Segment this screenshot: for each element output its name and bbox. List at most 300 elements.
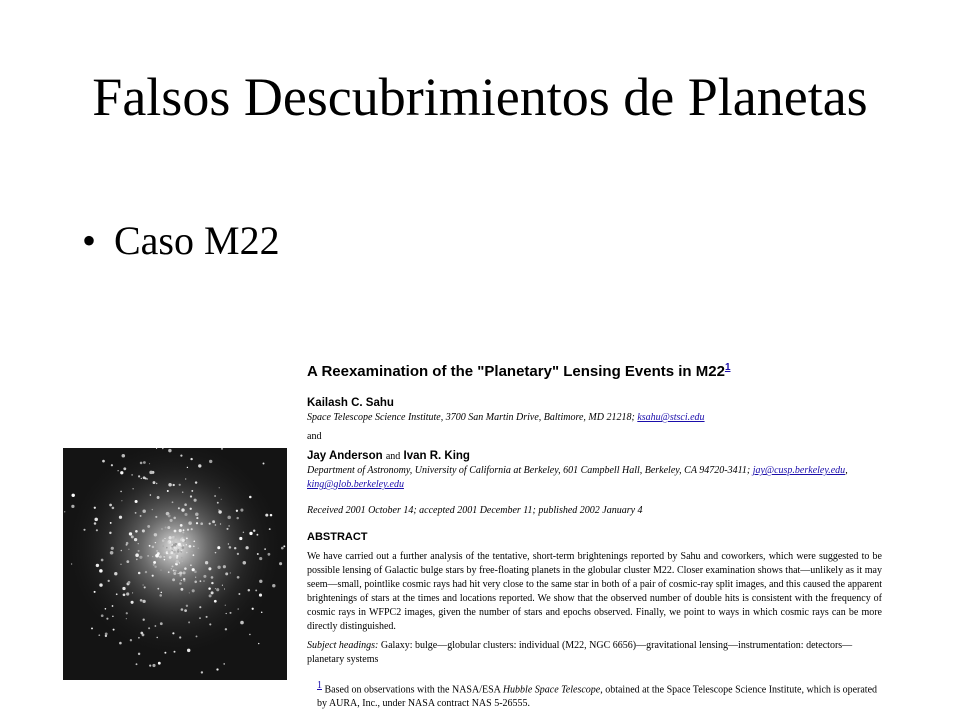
bullet-item [82, 216, 280, 266]
star-dot [163, 552, 164, 553]
affiliation-stsci [307, 411, 882, 425]
star-dot [108, 580, 110, 582]
star-dot [177, 551, 179, 553]
star-dot [174, 530, 177, 533]
star-dot [259, 580, 262, 583]
star-dot [183, 529, 185, 531]
star-dot [163, 556, 165, 558]
star-dot [194, 581, 197, 584]
star-dot [168, 514, 171, 517]
star-dot [160, 569, 161, 570]
star-dot [120, 564, 121, 565]
star-dot [152, 546, 155, 549]
star-dot [211, 591, 214, 594]
star-dot [109, 532, 111, 534]
star-dot [181, 551, 182, 552]
star-dot [128, 549, 129, 550]
star-dot [182, 561, 183, 562]
star-dot [237, 553, 239, 555]
star-dot [94, 591, 96, 593]
star-dot [101, 559, 104, 562]
star-dot [184, 567, 187, 570]
star-dot [179, 571, 182, 574]
star-dot [126, 560, 129, 563]
star-dot [227, 516, 231, 520]
star-dot [118, 470, 119, 471]
star-dot [218, 509, 219, 510]
star-dot [120, 471, 123, 474]
star-dot [148, 627, 150, 629]
star-dot [268, 553, 271, 556]
star-dot [186, 544, 187, 545]
star-dot [143, 461, 146, 464]
star-dot [269, 528, 271, 530]
star-dot [112, 605, 114, 607]
and-separator: and [307, 431, 322, 442]
star-dot [217, 546, 220, 549]
star-dot [154, 566, 156, 568]
star-dot [147, 525, 150, 528]
star-dot [168, 551, 171, 554]
star-dot [186, 605, 188, 607]
star-dot [134, 538, 137, 541]
star-dot [186, 552, 187, 553]
star-dot [112, 507, 115, 510]
star-dot [186, 538, 188, 540]
star-dot [165, 527, 167, 529]
star-dot [149, 471, 153, 475]
author-anderson: Jay Anderson [307, 450, 383, 462]
star-dot [224, 588, 225, 589]
star-dot [161, 528, 163, 530]
star-dot [237, 608, 239, 610]
star-dot [155, 542, 156, 543]
star-dot [171, 568, 173, 570]
email-link-sahu[interactable]: ksahu@stsci.edu [637, 412, 705, 423]
star-dot [149, 545, 151, 547]
star-dot [164, 538, 165, 539]
star-dot [226, 613, 227, 614]
authors-anderson-king [307, 449, 882, 464]
star-dot [169, 556, 172, 559]
star-dot [259, 557, 262, 560]
star-dot [155, 554, 159, 558]
star-dot [238, 593, 240, 595]
star-dot [96, 529, 98, 531]
star-dot [156, 637, 157, 638]
bullet-text: Caso M22 [114, 218, 280, 263]
star-dot [131, 535, 134, 538]
star-dot [126, 612, 128, 614]
star-dot [272, 584, 275, 587]
star-dot [149, 463, 150, 464]
star-dot [194, 499, 197, 502]
star-dot [208, 567, 211, 570]
star-dot [170, 551, 173, 554]
star-dot [110, 551, 114, 555]
star-dot [121, 550, 123, 552]
star-dot [217, 566, 220, 569]
star-dot [179, 582, 182, 585]
star-dot [112, 616, 113, 617]
star-dot [257, 553, 259, 555]
star-dot [173, 569, 175, 571]
star-dot [136, 559, 138, 561]
paper-title-text: A Reexamination of the "Planetary" Lensing Events in M22 [307, 363, 725, 380]
star-dot [197, 547, 199, 549]
star-dot [164, 559, 166, 561]
star-dot [126, 592, 129, 595]
star-dot [161, 592, 163, 594]
star-dot [176, 557, 178, 559]
star-dot [223, 663, 225, 665]
star-dot [265, 514, 268, 517]
star-dot [119, 642, 122, 645]
star-dot [126, 618, 127, 619]
star-dot [174, 566, 178, 570]
star-dot [181, 550, 182, 551]
star-dot [199, 617, 201, 619]
star-dot [259, 594, 262, 597]
star-dot [261, 611, 263, 613]
author-sahu: Kailash C. Sahu [307, 397, 394, 409]
paper-title [307, 356, 882, 382]
star-dot [189, 545, 192, 548]
star-dot [253, 529, 255, 531]
star-dot [258, 643, 259, 644]
star-dot [215, 552, 217, 554]
star-dot [193, 545, 195, 547]
star-dot [220, 523, 221, 524]
star-dot [111, 464, 113, 466]
star-dot [179, 484, 181, 486]
footnote-text-pre: Based on observations with the NASA/ESA [324, 684, 503, 696]
star-dot [159, 555, 162, 558]
star-dot [170, 519, 173, 522]
footnote [307, 679, 882, 711]
star-dot [138, 653, 140, 655]
star-dot [216, 588, 219, 591]
star-dot [114, 572, 117, 575]
globular-cluster-image [63, 448, 287, 680]
star-dot [209, 460, 212, 463]
star-dot [168, 449, 171, 452]
star-dot [193, 540, 195, 542]
title-footnote-link[interactable]: 1 [724, 362, 731, 373]
star-dot [96, 564, 99, 567]
star-dot [71, 505, 74, 508]
star-dot [263, 463, 265, 465]
star-dot [179, 563, 180, 564]
star-dot [102, 460, 105, 463]
star-dot [219, 487, 220, 488]
star-dot [218, 510, 221, 513]
star-dot [184, 609, 187, 612]
star-dot [249, 532, 252, 535]
star-dot [189, 592, 190, 593]
star-dot [157, 496, 160, 499]
star-dot [140, 599, 143, 602]
star-dot [236, 517, 238, 519]
star-dot [221, 499, 222, 500]
star-dot [190, 508, 192, 510]
star-dot [143, 476, 146, 479]
star-dot [183, 578, 185, 580]
star-dot [183, 545, 184, 546]
star-dot [131, 601, 134, 604]
star-dot [190, 522, 191, 523]
star-dot [281, 547, 284, 550]
star-dot [131, 474, 133, 476]
star-dot [126, 544, 128, 546]
star-dot [180, 588, 183, 591]
star-field-graphic [63, 448, 287, 680]
star-dot [138, 572, 141, 575]
star-dot [149, 665, 151, 667]
star-dot [264, 548, 266, 550]
star-dot [135, 500, 138, 503]
footnote-text-post: , obtained at the Space Telescope Science Institute, which is operated by AURA, Inc., under NASA contract NAS 5-26555. [317, 684, 878, 710]
star-dot [169, 542, 171, 544]
star-dot [152, 575, 154, 577]
paper-excerpt [307, 356, 882, 711]
footnote-text-italic: Hubble Space Telescope [502, 684, 601, 696]
star-dot [182, 531, 184, 533]
star-dot [229, 546, 232, 549]
abstract-text: We have carried out a further analysis of the tentative, short-term brightenings reported by Sahu and coworkers, which were suggested to be possible lensing of Galactic bulge stars by free-floating planets in the globular cluster M22. Closer examination shows that—unlikely as it may seem—small, pointlike cosmic rays had hit very close to the same star in both of a pair of cosmic-ray split images, and this caused the apparent brightenings of stars at the times and locations reported. We show that the observed number of double hits is consistent with the frequency of cosmic rays in WFPC2 images, given the number of stars and epochs observed. Finally, we point to ways in which cosmic rays can be more directly distinguished. [307, 551, 882, 632]
star-dot [191, 528, 193, 530]
star-dot [122, 454, 126, 458]
star-dot [243, 561, 247, 565]
star-dot [105, 608, 107, 610]
star-dot [183, 571, 186, 574]
star-dot [270, 514, 273, 517]
star-dot [209, 594, 212, 597]
star-dot [155, 516, 157, 518]
star-dot [192, 568, 195, 571]
affiliation-stsci-text: Space Telescope Science Institute, 3700 San Martin Drive, Baltimore, MD 21218; [307, 412, 635, 423]
star-dot [211, 582, 213, 584]
star-dot [173, 484, 175, 486]
star-dot [181, 557, 182, 558]
star-dot [178, 507, 180, 509]
star-dot [168, 483, 172, 487]
email-link-anderson[interactable]: jay@cusp.berkeley.edu [752, 465, 846, 476]
star-dot [143, 619, 145, 621]
star-dot [140, 515, 142, 517]
star-dot [240, 621, 244, 625]
star-dot [169, 536, 172, 539]
star-dot [196, 517, 198, 519]
subject-headings-text: Galaxy: bulge—globular clusters: individual (M22, NGC 6656)—gravitational lensing—instrumentation: detectors—planetary systems [307, 640, 853, 665]
star-dot [200, 580, 202, 582]
star-dot [226, 528, 228, 530]
star-dot [71, 494, 74, 497]
and-inline: and [385, 451, 401, 462]
star-dot [249, 634, 250, 635]
star-dot [182, 546, 185, 549]
star-dot [180, 455, 182, 457]
affiliation-berkeley-text: Department of Astronomy, University of California at Berkeley, 601 Campbell Hall, Berkeley, CA 94720-3411; [307, 465, 751, 476]
star-dot [105, 635, 107, 637]
star-dot [214, 495, 216, 497]
star-dot [153, 481, 156, 484]
star-dot [164, 555, 165, 556]
star-dot [223, 565, 226, 568]
star-dot [132, 592, 133, 593]
star-dot [190, 495, 192, 497]
star-dot [206, 616, 208, 618]
star-dot [225, 605, 226, 606]
star-dot [239, 537, 242, 540]
bullet-dot-icon: • [82, 218, 97, 263]
star-dot [184, 513, 187, 516]
star-dot [157, 588, 159, 590]
star-dot [138, 637, 140, 639]
star-dot [181, 608, 184, 611]
subject-headings [307, 639, 882, 667]
star-dot [122, 587, 125, 590]
star-dot [184, 503, 187, 506]
star-dot [123, 593, 126, 596]
star-dot [179, 636, 181, 638]
star-dot [142, 600, 145, 603]
star-dot [139, 556, 142, 559]
star-dot [173, 546, 175, 548]
star-dot [173, 517, 176, 520]
star-dot [192, 551, 193, 552]
star-dot [217, 502, 219, 504]
star-dot [136, 663, 138, 665]
star-dot [135, 512, 137, 514]
star-dot [237, 576, 240, 579]
star-dot [110, 522, 112, 524]
star-dot [194, 570, 197, 573]
star-dot [152, 664, 155, 667]
star-dot [234, 547, 236, 549]
footnote-marker-link[interactable]: 1 [317, 680, 322, 691]
star-dot [166, 547, 168, 549]
star-dot [215, 524, 217, 526]
star-dot [279, 562, 282, 565]
star-dot [152, 509, 153, 510]
star-dot [208, 587, 211, 590]
email-link-king[interactable]: king@glob.berkeley.edu [307, 479, 404, 490]
star-dot [171, 558, 173, 560]
star-dot [211, 576, 214, 579]
star-dot [167, 490, 169, 492]
star-dot [252, 608, 254, 610]
star-dot [153, 564, 155, 566]
star-dot [196, 522, 198, 524]
star-dot [190, 564, 192, 566]
star-dot [128, 581, 131, 584]
star-dot [205, 561, 208, 564]
star-dot [175, 570, 177, 572]
star-dot [198, 464, 201, 467]
star-dot [150, 494, 152, 496]
star-dot [188, 621, 190, 623]
star-dot [94, 507, 96, 509]
star-dot [222, 585, 223, 586]
star-dot [132, 488, 133, 489]
star-dot [173, 543, 176, 546]
star-dot [162, 545, 164, 547]
star-dot [236, 510, 238, 512]
star-dot [152, 556, 153, 557]
star-dot [158, 662, 161, 665]
star-dot [173, 551, 176, 554]
star-dot [181, 580, 182, 581]
star-dot [121, 500, 122, 501]
star-dot [174, 651, 176, 653]
publication-dates: Received 2001 October 14; accepted 2001 December 11; published 2002 January 4 [307, 505, 643, 516]
star-dot [172, 578, 175, 581]
star-dot [215, 588, 216, 589]
star-dot [256, 534, 258, 536]
star-dot [200, 522, 203, 525]
star-dot [168, 571, 170, 573]
star-dot [172, 501, 174, 503]
star-dot [101, 614, 104, 617]
star-dot [154, 533, 157, 536]
star-dot [173, 572, 176, 575]
star-dot [64, 511, 65, 512]
star-dot [191, 490, 193, 492]
star-dot [212, 520, 215, 523]
star-dot [203, 575, 206, 578]
star-dot [214, 600, 217, 603]
star-dot [99, 569, 103, 573]
star-dot [153, 561, 156, 564]
author-king: Ivan R. King [403, 450, 470, 462]
star-dot [119, 516, 122, 519]
star-dot [182, 491, 184, 493]
star-dot [138, 475, 140, 477]
star-dot [195, 481, 197, 483]
subject-headings-label: Subject headings: [307, 640, 379, 651]
star-dot [174, 537, 176, 539]
star-dot [225, 572, 228, 575]
star-dot [245, 546, 248, 549]
star-dot [172, 632, 174, 634]
star-dot [195, 577, 196, 578]
star-dot [228, 525, 229, 526]
star-dot [140, 462, 143, 465]
star-dot [160, 622, 163, 625]
star-dot [182, 539, 185, 542]
star-dot [147, 555, 149, 557]
star-dot [120, 491, 122, 493]
star-dot [94, 518, 98, 522]
star-dot [225, 628, 227, 630]
star-dot [159, 594, 162, 597]
star-dot [141, 478, 142, 479]
star-dot [209, 523, 211, 525]
star-dot [187, 529, 189, 531]
star-dot [195, 512, 199, 516]
star-dot [180, 524, 183, 527]
star-dot [187, 467, 188, 468]
star-dot [155, 625, 157, 627]
star-dot [142, 529, 145, 532]
star-dot [209, 623, 211, 625]
star-dot [193, 554, 195, 556]
star-dot [143, 584, 144, 585]
star-dot [185, 478, 186, 479]
star-dot [164, 652, 166, 654]
star-dot [129, 532, 132, 535]
